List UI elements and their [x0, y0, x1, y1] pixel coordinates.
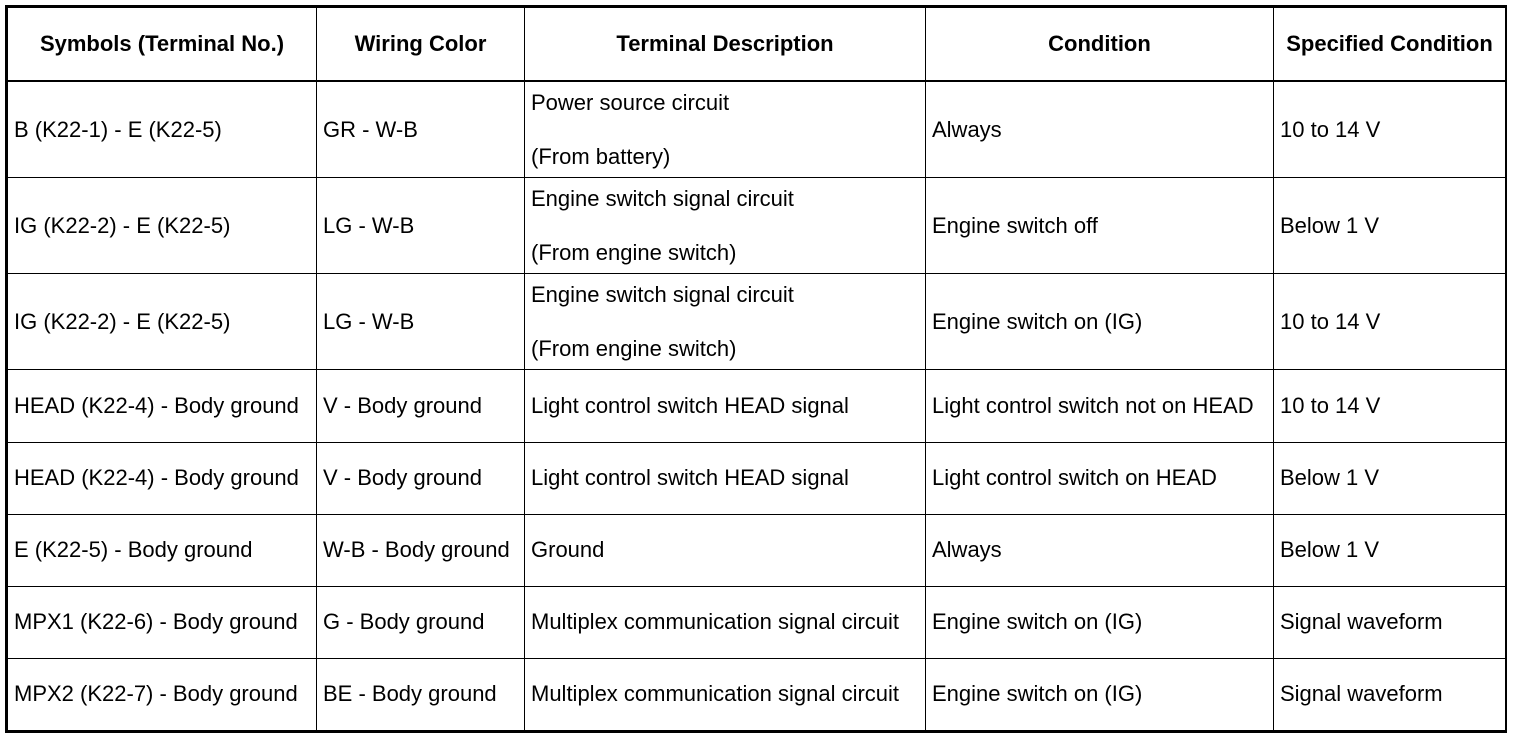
table-row	[8, 514, 1506, 586]
cell-spec: Below 1 V	[1274, 442, 1506, 514]
cell-condition: Light control switch not on HEAD	[926, 370, 1274, 442]
table-row	[8, 658, 1506, 730]
cell-wiring: G - Body ground	[317, 586, 525, 658]
cell-description: Light control switch HEAD signal	[525, 370, 926, 442]
cell-spec: 10 to 14 V	[1274, 274, 1506, 370]
description-line: Power source circuit	[531, 89, 730, 115]
table-row	[8, 178, 1506, 274]
cell-symbol: HEAD (K22-4) - Body ground	[8, 442, 317, 514]
cell-symbol: MPX1 (K22-6) - Body ground	[8, 586, 317, 658]
cell-wiring: BE - Body ground	[317, 658, 525, 730]
cell-spec: Below 1 V	[1274, 178, 1506, 274]
cell-wiring: LG - W-B	[317, 274, 525, 370]
header-row	[8, 8, 1506, 82]
cell-condition: Engine switch off	[926, 178, 1274, 274]
cell-condition: Engine switch on (IG)	[926, 586, 1274, 658]
cell-description	[525, 81, 926, 178]
table-row	[8, 81, 1506, 178]
table-row	[8, 586, 1506, 658]
table-row	[8, 442, 1506, 514]
cell-wiring: V - Body ground	[317, 370, 525, 442]
description-line: Engine switch signal circuit	[531, 185, 794, 211]
cell-description: Ground	[525, 514, 926, 586]
terminal-table-frame	[5, 5, 1507, 733]
description-line: Engine switch signal circuit	[531, 281, 794, 307]
cell-spec: 10 to 14 V	[1274, 81, 1506, 178]
cell-symbol: E (K22-5) - Body ground	[8, 514, 317, 586]
header-specified-condition: Specified Condition	[1274, 8, 1506, 82]
cell-description: Multiplex communication signal circuit	[525, 586, 926, 658]
cell-description: Multiplex communication signal circuit	[525, 658, 926, 730]
cell-condition: Always	[926, 81, 1274, 178]
cell-symbol: IG (K22-2) - E (K22-5)	[8, 274, 317, 370]
description-line: (From battery)	[531, 143, 671, 169]
header-condition: Condition	[926, 8, 1274, 82]
cell-spec: 10 to 14 V	[1274, 370, 1506, 442]
cell-condition: Engine switch on (IG)	[926, 274, 1274, 370]
table-row	[8, 274, 1506, 370]
cell-symbol: B (K22-1) - E (K22-5)	[8, 81, 317, 178]
cell-condition: Light control switch on HEAD	[926, 442, 1274, 514]
header-symbols: Symbols (Terminal No.)	[8, 8, 317, 82]
cell-description: Light control switch HEAD signal	[525, 442, 926, 514]
cell-spec: Signal waveform	[1274, 658, 1506, 730]
cell-spec: Below 1 V	[1274, 514, 1506, 586]
cell-symbol: HEAD (K22-4) - Body ground	[8, 370, 317, 442]
cell-symbol: IG (K22-2) - E (K22-5)	[8, 178, 317, 274]
cell-description	[525, 274, 926, 370]
cell-condition: Always	[926, 514, 1274, 586]
header-terminal-description: Terminal Description	[525, 8, 926, 82]
cell-wiring: W-B - Body ground	[317, 514, 525, 586]
cell-spec: Signal waveform	[1274, 586, 1506, 658]
cell-description	[525, 178, 926, 274]
cell-condition: Engine switch on (IG)	[926, 658, 1274, 730]
description-line: (From engine switch)	[531, 239, 737, 265]
table-row	[8, 370, 1506, 442]
cell-wiring: V - Body ground	[317, 442, 525, 514]
cell-wiring: GR - W-B	[317, 81, 525, 178]
header-wiring-color: Wiring Color	[317, 8, 525, 82]
cell-symbol: MPX2 (K22-7) - Body ground	[8, 658, 317, 730]
terminal-table	[7, 7, 1506, 731]
description-line: (From engine switch)	[531, 335, 737, 361]
cell-wiring: LG - W-B	[317, 178, 525, 274]
